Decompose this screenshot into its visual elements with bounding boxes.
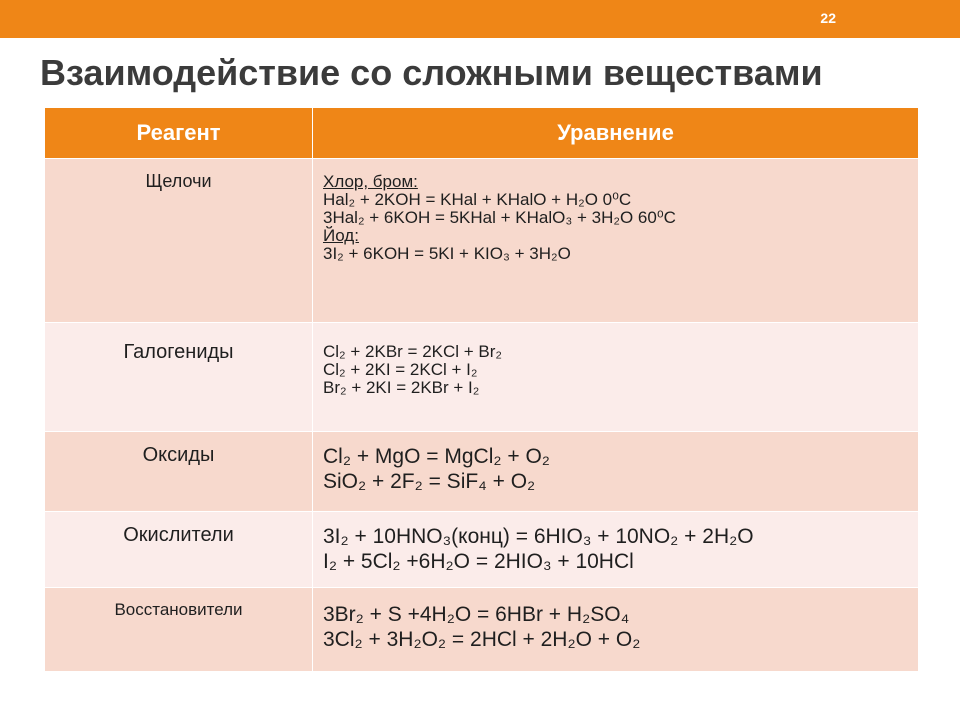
equation-line: 3I₂ + 10HNO₃(конц) = 6HIO₃ + 10NO₂ + 2H₂O — [323, 525, 754, 548]
equation-cell — [313, 323, 919, 432]
reagent-name: Оксиды — [45, 432, 313, 512]
equation-line: Cl₂ + MgO = MgCl₂ + O₂ — [323, 445, 550, 468]
equation-line: I₂ + 5Cl₂ +6H₂O = 2HIO₃ + 10HCl — [323, 550, 634, 573]
table-row — [45, 588, 919, 672]
table-row — [45, 323, 919, 432]
equation-line: 3Hal₂ + 6KOH = 5KHal + KHalO₃ + 3H₂O 60⁰C — [323, 208, 676, 227]
table-row — [45, 432, 919, 512]
reagent-name: Щелочи — [45, 159, 313, 323]
equation-line: 3Cl₂ + 3H₂O₂ = 2HCl + 2H₂O + O₂ — [323, 628, 641, 651]
equation-cell — [313, 588, 919, 672]
equation-line: Хлор, бром: — [323, 172, 418, 191]
reagent-name: Восстановители — [45, 588, 313, 672]
equation-line: 3I₂ + 6KOH = 5KI + KIO₃ + 3H₂O — [323, 244, 571, 263]
equation-line: Br₂ + 2KI = 2KBr + I₂ — [323, 378, 480, 397]
equation-cell — [313, 432, 919, 512]
reagent-name: Галогениды — [45, 323, 313, 432]
slide-title: Взаимодействие со сложными веществами — [40, 52, 823, 93]
equation-cell — [313, 512, 919, 588]
top-accent-bar — [0, 0, 960, 38]
reagent-equation-table — [44, 107, 919, 672]
equation-line: Cl₂ + 2KI = 2KCl + I₂ — [323, 360, 478, 379]
equation-line: Йод: — [323, 226, 359, 245]
table-header-row — [45, 108, 919, 159]
equation-line: Cl₂ + 2KBr = 2KCl + Br₂ — [323, 342, 503, 361]
header-reagent: Реагент — [45, 108, 313, 159]
table-row — [45, 512, 919, 588]
slide-number: 22 — [820, 10, 836, 26]
equation-cell — [313, 159, 919, 323]
equation-line: SiO₂ + 2F₂ = SiF₄ + O₂ — [323, 470, 536, 493]
table-row — [45, 159, 919, 323]
equation-line: 3Br₂ + S +4H₂O = 6HBr + H₂SO₄ — [323, 603, 630, 626]
header-equation: Уравнение — [313, 108, 919, 159]
reagent-name: Окислители — [45, 512, 313, 588]
equation-line: Hal₂ + 2KOH = KHal + KHalO + H₂O 0⁰C — [323, 190, 632, 209]
